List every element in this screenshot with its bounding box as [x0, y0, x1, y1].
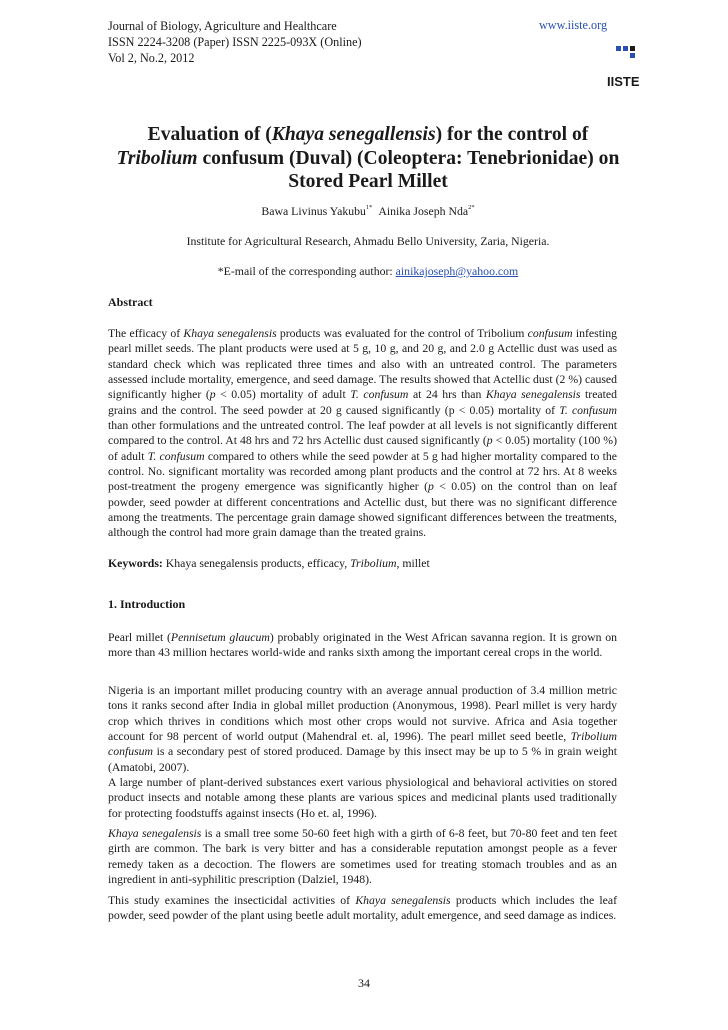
- correspondence-line: [108, 264, 628, 279]
- iiste-logo: [606, 46, 640, 90]
- introduction-heading: 1. Introduction: [108, 597, 186, 611]
- affiliation: Institute for Agricultural Research, Ahmadu Bello University, Zaria, Nigeria.: [186, 234, 550, 248]
- correspondence-label: *E-mail of the corresponding author:: [217, 264, 396, 278]
- abstract-heading: Abstract: [108, 295, 153, 309]
- author-name: Ainika Joseph Nda: [378, 204, 469, 218]
- author-name: Bawa Livinus Yakubu: [261, 204, 366, 218]
- title-species: Khaya senegallensis: [271, 124, 436, 145]
- title-genus: Tribolium: [116, 147, 198, 169]
- intro-paragraph-2: Nigeria is an important millet producing country with an average annual production of 3.4 million metric tons it ranks second after India in global millet production (Anonymous, 1998). Pearl millet is very hardy crop which thrives in conditions which most other crops would not survive. Africa and Asia together account for 98 percent of world output (Mahendral et. al, 1996). The pearl millet seed beetle, Tribolium confusum is a secondary pest of stored produced. Damage by this insect may be up to 5 % in grain weight (Amatobi, 2007).: [108, 684, 617, 774]
- abstract-text: The efficacy of Khaya senegalensis products was evaluated for the control of Tribolium confusum infesting pearl millet seeds. The plant products were used at 5 g, 10 g, and 20 g, and 2.0 g Actellic dust was used as standard check which was replicated three times and also with an untreated control. The parameters assessed include mortality, emergence, and seed damage. The results showed that Actellic dust (2 %) caused significantly higher (p < 0.05) mortality of adult T. confusum at 24 hrs than Khaya senegalensis treated grains and the control. The seed powder at 20 g caused significantly (p < 0.05) mortality of T. confusum than other formulations and the untreated control. The leaf powder at all levels is not significantly different compared to the control. At 48 hrs and 72 hrs Actellic dust caused significantly (p < 0.05) mortality (100 %) of adult T. confusum compared to others while the seed powder at 5 g had higher mortality compared to the control. No. significant mortality was recorded among plant products and the control at 72 hrs. At 8 weeks post-treatment the progeny emergence was significantly higher (p < 0.05) on the control than on leaf powder, seed powder at different concentrations and Actellic dust, but there was no significant difference among the treatments. The percentage grain damage showed significant differences between the treatments, although the control had more grain damage than the treated grains.: [108, 327, 618, 540]
- title-part: confusum (Duval) (Coleoptera: Tenebrionidae) on Stored Pearl Millet: [197, 147, 620, 192]
- journal-website-link[interactable]: www.iiste.org: [539, 18, 608, 32]
- title-part: Evaluation of (: [147, 124, 272, 145]
- title-part: ) for the control of: [435, 124, 589, 145]
- keywords-label: Keywords:: [108, 557, 163, 570]
- intro-paragraph-4: Khaya senegalensis is a small tree some 50-60 feet high with a girth of 6-8 feet, but 70-80 feet and ten feet girth are common. The bark is very bitter and has a considerable reputation amongst people as a fever remedy taken as a decoction. The flowers are sometimes used for treating stomach troubles and as an ingredient in anti-syphilitic prescription (Dalziel, 1948).: [108, 827, 617, 887]
- intro-paragraph-3: A large number of plant-derived substances exert various physiological and behavioral activities on stored product insects and notable among these plants are various spices and medicinal plants used traditionally for protecting foodstuffs against insects (Ho et. al, 1996).: [108, 776, 617, 820]
- journal-name: Journal of Biology, Agriculture and Healthcare: [108, 19, 337, 33]
- author-affiliation-mark: 2*: [468, 204, 475, 211]
- paper-title: [108, 123, 628, 194]
- intro-paragraph-5: This study examines the insecticidal activities of Khaya senegalensis products which includes the leaf powder, seed powder of the plant using beetle adult mortality, adult emergence, and seed damage as indices.: [108, 894, 617, 923]
- author-affiliation-mark: 1*: [365, 204, 373, 211]
- keywords-line: Keywords: Khaya senegalensis products, efficacy, Tribolium, millet: [108, 557, 430, 570]
- author-email-link[interactable]: ainikajoseph@yahoo.com: [395, 264, 519, 278]
- intro-paragraph-1: Pearl millet (Pennisetum glaucum) probably originated in the West African savanna region. It is grown on more than 43 million hectares world-wide and ranks sixth among the important cereal crops in the world.: [108, 631, 617, 660]
- volume-line: Vol 2, No.2, 2012: [108, 51, 195, 65]
- authors-line: [108, 204, 628, 219]
- page-number: 34: [358, 976, 370, 990]
- issn-line: ISSN 2224-3208 (Paper) ISSN 2225-093X (Online): [108, 35, 362, 49]
- logo-text: IISTE: [607, 74, 640, 89]
